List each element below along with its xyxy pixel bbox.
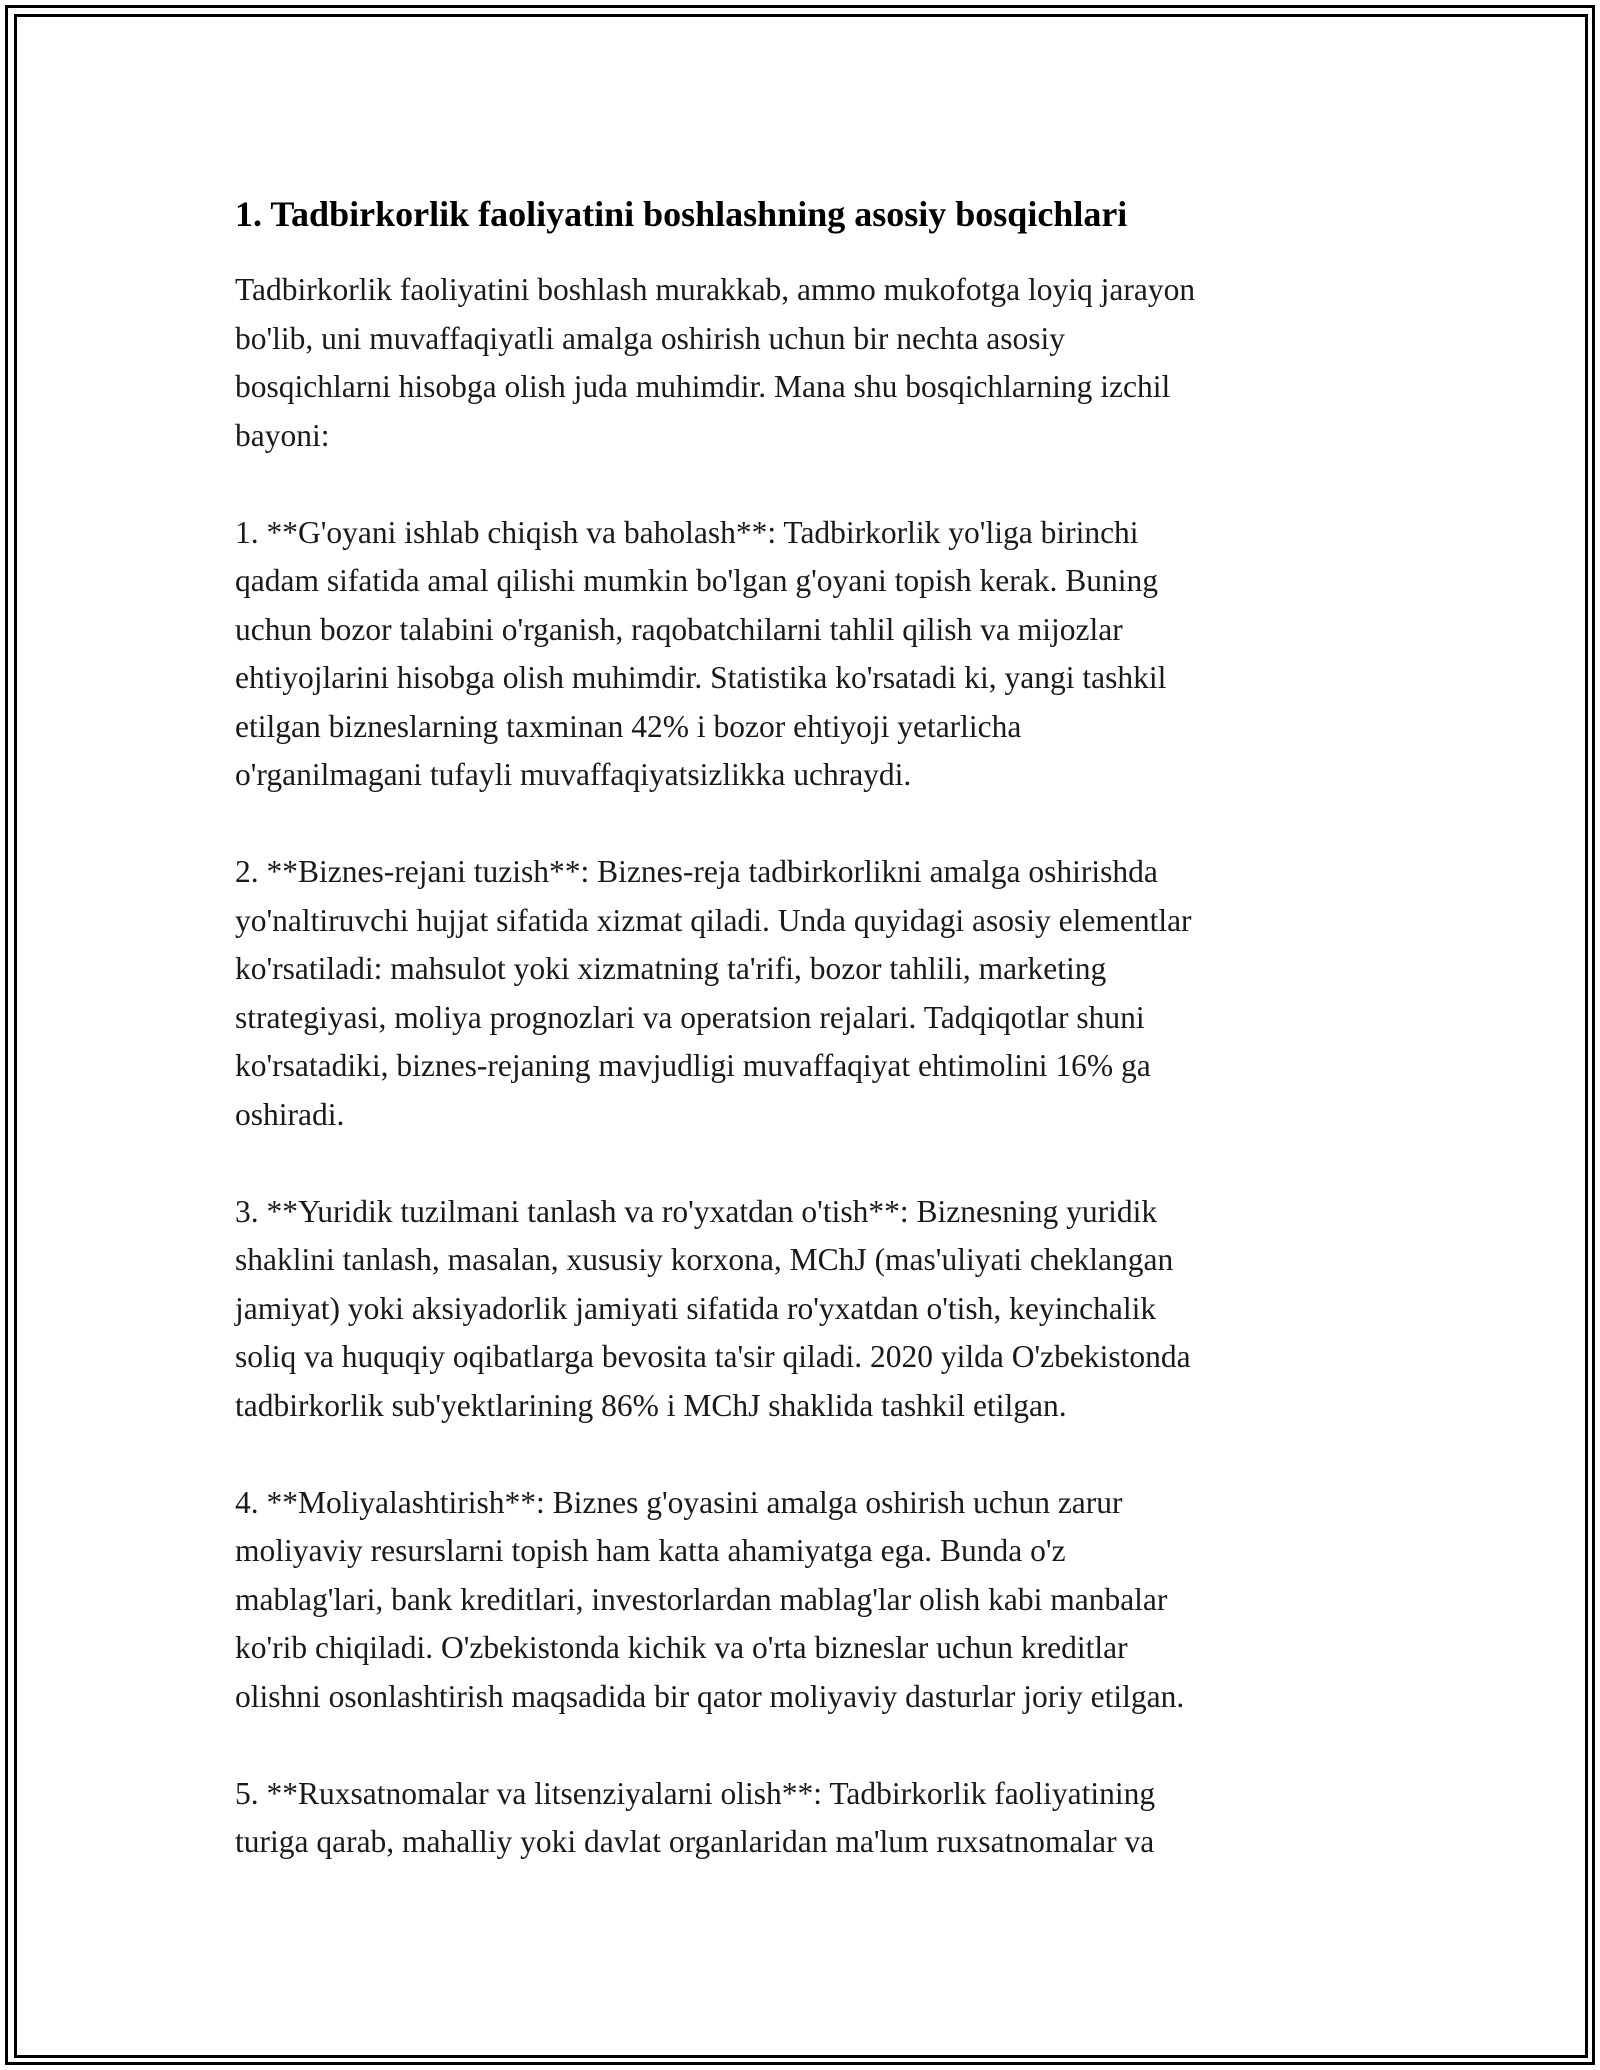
intro-paragraph: Tadbirkorlik faoliyatini boshlash murakkab, ammo mukofotga loyiq jarayon bo'lib, uni muvaffaqiyatli amalga oshirish uchun bir nechta asosiy bosqichlarni hisobga olish juda muhimdir. Mana shu bosqichlarning izchil bayoni: [235, 272, 1196, 453]
step-4-paragraph: 4. **Moliyalashtirish**: Biznes g'oyasini amalga oshirish uchun zarur moliyaviy resurslarni topish ham katta ahamiyatga ega. Bunda o'z mablag'lari, bank kreditlari, investorlardan mablag'lar olish kabi manbalar ko'rib chiqiladi. O'zbekistonda kichik va o'rta bizneslar uchun kreditlar olishni osonlashtirish maqsadida bir qator moliyaviy dasturlar joriy etilgan. [235, 1484, 1185, 1714]
document-body [235, 188, 1375, 1915]
step-5-paragraph: 5. **Ruxsatnomalar va litsenziyalarni olish**: Tadbirkorlik faoliyatining turiga qarab, mahalliy yoki davlat organlaridan ma'lum ruxsatnomalar va [235, 1775, 1156, 1859]
section-heading: 1. Tadbirkorlik faoliyatini boshlashning asosiy bosqichlari [235, 194, 1128, 234]
step-1-paragraph: 1. **G'oyani ishlab chiqish va baholash**: Tadbirkorlik yo'liga birinchi qadam sifatida amal qilishi mumkin bo'lgan g'oyani topish kerak. Buning uchun bozor talabini o'rganish, raqobatchilarni tahlil qilish va mijozlar ehtiyojlarini hisobga olish muhimdir. Statistika ko'rsatadi ki, yangi tashkil etilgan bizneslarning taxminan 42% i bozor ehtiyoji yetarlicha o'rganilmagani tufayli muvaffaqiyatsizlikka uchraydi. [235, 514, 1167, 792]
step-2-paragraph: 2. **Biznes-rejani tuzish**: Biznes-reja tadbirkorlikni amalga oshirishda yo'naltiruvchi hujjat sifatida xizmat qiladi. Unda quyidagi asosiy elementlar ko'rsatiladi: mahsulot yoki xizmatning ta'rifi, bozor tahlili, marketing strategiyasi, moliya prognozlari va operatsion rejalari. Tadqiqotlar shuni ko'rsatadiki, biznes-rejaning mavjudligi muvaffaqiyat ehtimolini 16% ga oshiradi. [235, 854, 1192, 1132]
step-3-paragraph: 3. **Yuridik tuzilmani tanlash va ro'yxatdan o'tish**: Biznesning yuridik shaklini tanlash, masalan, xususiy korxona, MChJ (mas'uliyati cheklangan jamiyat) yoki aksiyadorlik jamiyati sifatida ro'yxatdan o'tish, keyinchalik soliq va huquqiy oqibatlarga bevosita ta'sir qiladi. 2020 yilda O'zbekistonda tadbirkorlik sub'yektlarining 86% i MChJ shaklida tashkil etilgan. [235, 1193, 1191, 1423]
